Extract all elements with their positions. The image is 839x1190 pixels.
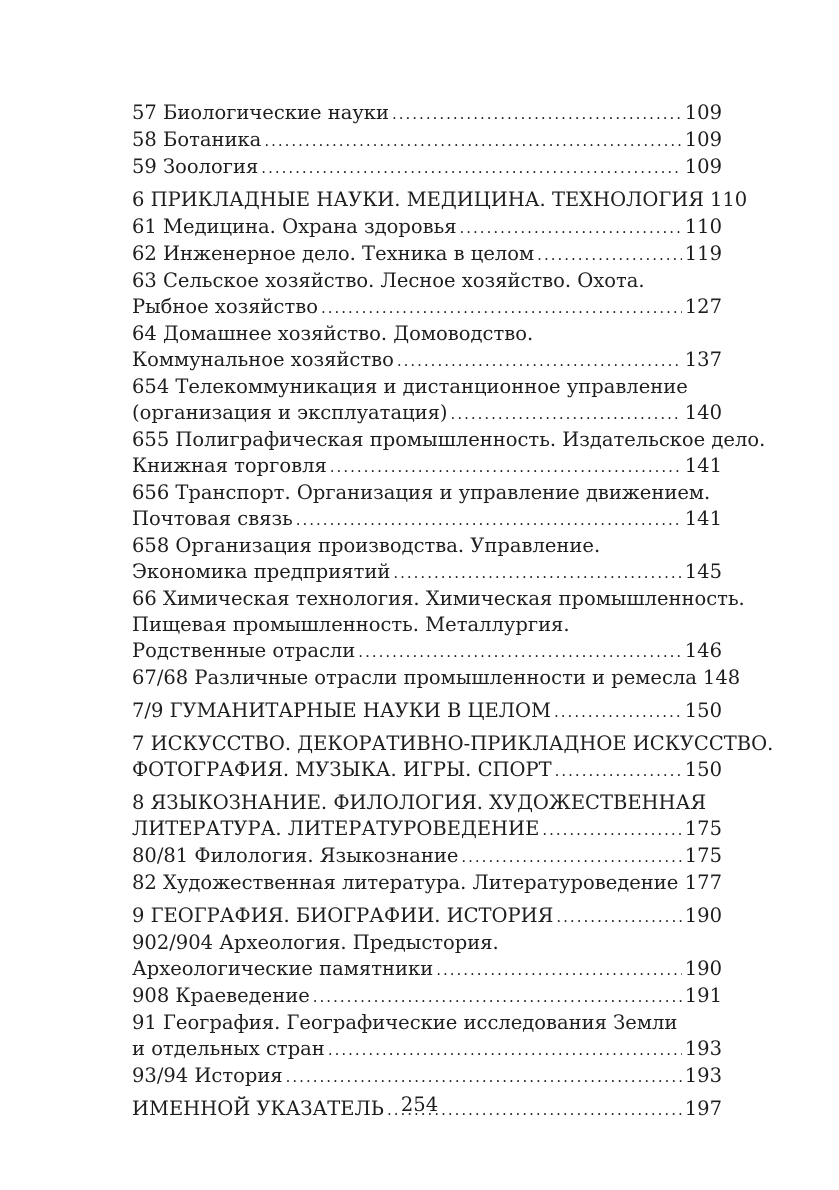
toc-entry bbox=[132, 903, 722, 930]
toc-entry-page: 109 bbox=[684, 101, 722, 124]
toc-entry-row bbox=[132, 843, 722, 870]
toc-entry-title-line: 654 Телекоммуникация и дистанционное управление bbox=[132, 375, 688, 398]
toc-entry-row bbox=[132, 1036, 722, 1063]
toc-entry-title: Экономика предприятий bbox=[132, 560, 391, 583]
toc-entry-title: 61 Медицина. Охрана здоровья bbox=[132, 215, 457, 238]
toc-entry-page: 190 bbox=[684, 904, 722, 927]
toc-entry-row bbox=[132, 1063, 722, 1090]
toc-entry-page: 177 bbox=[684, 871, 722, 894]
toc-entry-row bbox=[132, 214, 722, 241]
toc-entry-page: 190 bbox=[684, 957, 722, 980]
toc-entry-title: ЛИТЕРАТУРА. ЛИТЕРАТУРОВЕДЕНИЕ bbox=[132, 817, 540, 840]
toc-entry-page: 141 bbox=[684, 507, 722, 530]
toc-entry-title: 59 Зоология bbox=[132, 155, 259, 178]
toc-entry bbox=[132, 870, 722, 897]
toc-entry-page: 193 bbox=[684, 1037, 722, 1060]
toc-entry-row bbox=[132, 698, 722, 725]
toc-entry-row bbox=[132, 638, 722, 665]
toc-entry-row bbox=[132, 983, 722, 1010]
toc-entry-row bbox=[132, 100, 722, 127]
dot-leader bbox=[461, 844, 681, 870]
toc-entry bbox=[132, 187, 748, 214]
toc-entry-title: 80/81 Филология. Языкознание bbox=[132, 844, 459, 867]
toc-entry-row bbox=[132, 294, 722, 321]
toc-entry-title-line: 8 ЯЗЫКОЗНАНИЕ. ФИЛОЛОГИЯ. ХУДОЖЕСТВЕННАЯ bbox=[132, 791, 707, 814]
dot-leader bbox=[296, 507, 682, 533]
toc-entry-row bbox=[132, 870, 722, 897]
dot-leader bbox=[451, 401, 682, 427]
toc-entry-title-line: 656 Транспорт. Организация и управление движением. bbox=[132, 481, 711, 504]
toc-entry bbox=[132, 480, 722, 533]
toc-entry-page: 109 bbox=[684, 128, 722, 151]
toc-entry-page: 148 bbox=[702, 666, 741, 689]
toc-entry-title-line: 7 ИСКУССТВО. ДЕКОРАТИВНО-ПРИКЛАДНОЕ ИСКУССТВО. bbox=[132, 732, 774, 755]
toc-entry bbox=[132, 241, 722, 268]
toc-entry-row bbox=[132, 187, 748, 214]
toc-entry-row bbox=[132, 559, 722, 586]
toc-entry bbox=[132, 983, 722, 1010]
toc-entry-title: 57 Биологические науки bbox=[132, 101, 389, 124]
toc-entry-row bbox=[132, 903, 722, 930]
toc-entry bbox=[132, 100, 722, 127]
toc-entry-title: 6 ПРИКЛАДНЫЕ НАУКИ. МЕДИЦИНА. ТЕХНОЛОГИЯ bbox=[132, 188, 704, 211]
dot-leader bbox=[330, 454, 682, 480]
toc-entry-title-line: 64 Домашнее хозяйство. Домоводство. bbox=[132, 322, 534, 345]
toc-entry-title: Рыбное хозяйство bbox=[132, 295, 318, 318]
toc-entry bbox=[132, 427, 766, 480]
toc-entry bbox=[132, 698, 722, 725]
toc-entry bbox=[132, 154, 722, 181]
dot-leader bbox=[358, 639, 681, 665]
toc-entry-title: 67/68 Различные отрасли промышленности и ремесла bbox=[132, 666, 697, 689]
toc-entry-row bbox=[132, 956, 722, 983]
toc-entry-title-line: 66 Химическая технология. Химическая промышленность. bbox=[132, 587, 745, 610]
toc-entry-title: 82 Художественная литература. Литературоведение bbox=[132, 871, 679, 894]
toc-entry-page: 197 bbox=[684, 1097, 722, 1120]
dot-leader bbox=[397, 348, 682, 374]
dot-leader bbox=[313, 984, 682, 1010]
toc-entry bbox=[132, 268, 722, 321]
toc-entry-row bbox=[132, 665, 741, 692]
toc-entry bbox=[132, 1010, 722, 1063]
toc-entry-title: 62 Инженерное дело. Техника в целом bbox=[132, 242, 535, 265]
toc-entry-page: 175 bbox=[684, 817, 722, 840]
toc-entry-title-line: 91 География. Географические исследования Земли bbox=[132, 1011, 678, 1034]
toc-entry-page: 119 bbox=[684, 242, 722, 265]
toc-entry bbox=[132, 586, 745, 665]
toc-entry-title: Коммунальное хозяйство bbox=[132, 348, 394, 371]
toc-entry bbox=[132, 214, 722, 241]
toc-entry-page: 193 bbox=[684, 1064, 722, 1087]
toc-entry-page: 191 bbox=[684, 984, 722, 1007]
toc-entry-title-line: 655 Полиграфическая промышленность. Издательское дело. bbox=[132, 428, 766, 451]
toc-entry-row bbox=[132, 453, 722, 480]
toc-entry-title: Почтовая связь bbox=[132, 507, 293, 530]
toc-entry-page: 127 bbox=[684, 295, 722, 318]
toc-entry-title-line: 63 Сельское хозяйство. Лесное хозяйство. Охота. bbox=[132, 269, 645, 292]
toc-entry bbox=[132, 374, 722, 427]
toc-entry-title: Археологические памятники bbox=[132, 957, 434, 980]
toc-entry-page: 141 bbox=[684, 454, 722, 477]
dot-leader bbox=[542, 817, 681, 843]
toc-entry-page: 137 bbox=[684, 348, 722, 371]
toc-entry bbox=[132, 1063, 722, 1090]
dot-leader bbox=[537, 242, 682, 268]
toc-entry-title-line: 902/904 Археология. Предыстория. bbox=[132, 931, 499, 954]
toc-entry-page: 110 bbox=[684, 215, 722, 238]
dot-leader bbox=[328, 1037, 682, 1063]
dot-leader bbox=[556, 904, 681, 930]
toc-entry-title-line: 658 Организация производства. Управление. bbox=[132, 534, 601, 557]
toc-entry-page: 150 bbox=[684, 758, 722, 781]
toc-entry bbox=[132, 731, 774, 784]
toc-entry-row bbox=[132, 400, 722, 427]
toc-entry-page: 140 bbox=[684, 401, 722, 424]
page-number: 254 bbox=[400, 1093, 439, 1116]
toc-entry-row bbox=[132, 154, 722, 181]
toc-entry-row bbox=[132, 816, 722, 843]
toc-entry-page: 146 bbox=[684, 639, 722, 662]
toc-entry-title: 908 Краеведение bbox=[132, 984, 310, 1007]
toc-entry-row bbox=[132, 347, 722, 374]
dot-leader bbox=[393, 560, 681, 586]
toc-entry-title: Родственные отрасли bbox=[132, 639, 356, 662]
toc-entry bbox=[132, 930, 722, 983]
dot-leader bbox=[286, 1064, 682, 1090]
dot-leader bbox=[436, 957, 682, 983]
toc-entry-title: 9 ГЕОГРАФИЯ. БИОГРАФИИ. ИСТОРИЯ bbox=[132, 904, 554, 927]
table-of-contents bbox=[132, 100, 774, 1123]
toc-entry-title: Книжная торговля bbox=[132, 454, 327, 477]
toc-entry-row bbox=[132, 757, 722, 784]
toc-entry-page: 175 bbox=[684, 844, 722, 867]
toc-entry-row bbox=[132, 241, 722, 268]
toc-entry bbox=[132, 533, 722, 586]
toc-entry-title-line: Пищевая промышленность. Металлургия. bbox=[132, 613, 570, 636]
toc-entry-title: 7/9 ГУМАНИТАРНЫЕ НАУКИ В ЦЕЛОМ bbox=[132, 699, 552, 722]
dot-leader bbox=[555, 758, 682, 784]
toc-entry-page: 145 bbox=[684, 560, 722, 583]
dot-leader bbox=[321, 295, 682, 321]
toc-entry-title: (организация и эксплуатация) bbox=[132, 401, 448, 424]
toc-entry-page: 150 bbox=[684, 699, 722, 722]
dot-leader bbox=[261, 155, 681, 181]
toc-entry-title: 58 Ботаника bbox=[132, 128, 262, 151]
toc-entry-row bbox=[132, 127, 722, 154]
toc-entry-title: 93/94 История bbox=[132, 1064, 283, 1087]
toc-entry-title: ИМЕННОЙ УКАЗАТЕЛЬ bbox=[132, 1097, 384, 1120]
toc-entry bbox=[132, 843, 722, 870]
toc-entry bbox=[132, 790, 722, 843]
dot-leader bbox=[392, 101, 682, 127]
toc-entry bbox=[132, 665, 741, 692]
dot-leader bbox=[460, 215, 682, 241]
dot-leader bbox=[554, 699, 682, 725]
toc-entry-row bbox=[132, 506, 722, 533]
toc-entry-page: 109 bbox=[684, 155, 722, 178]
toc-entry bbox=[132, 127, 722, 154]
toc-entry-title: и отдельных стран bbox=[132, 1037, 325, 1060]
toc-entry-page: 110 bbox=[709, 188, 748, 211]
toc-entry-title: ФОТОГРАФИЯ. МУЗЫКА. ИГРЫ. СПОРТ bbox=[132, 758, 552, 781]
toc-entry bbox=[132, 321, 722, 374]
dot-leader bbox=[264, 128, 681, 154]
